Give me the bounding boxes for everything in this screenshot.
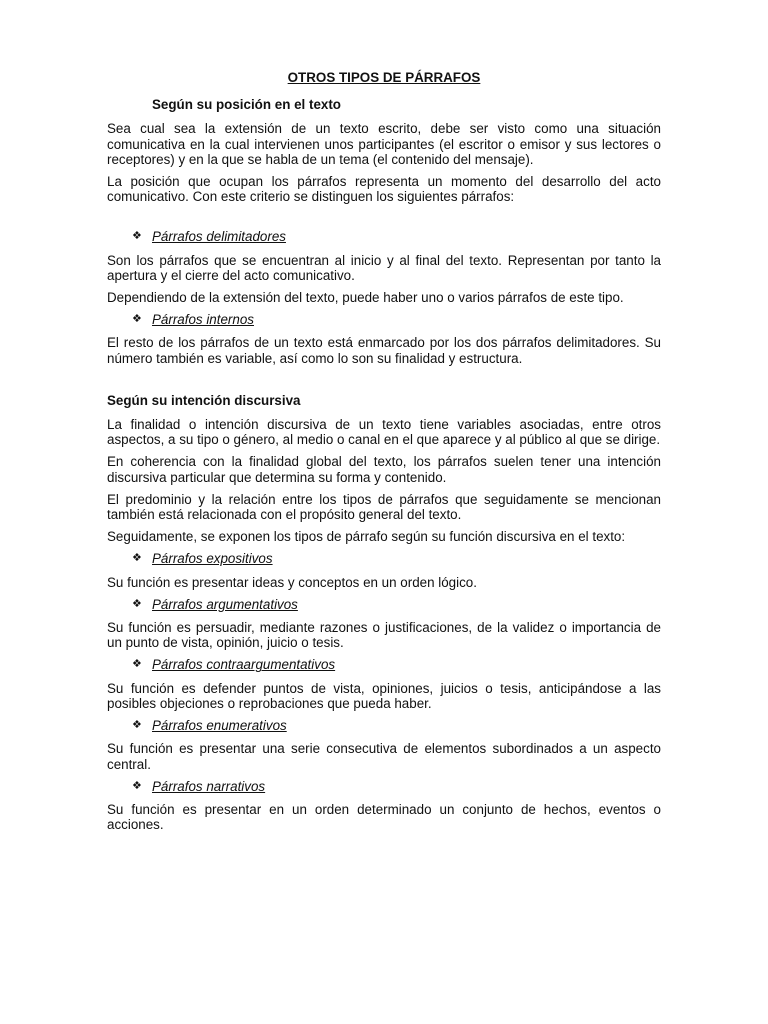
diamond-bullet-icon: ❖	[132, 552, 142, 565]
bullet-label: Párrafos narrativos	[152, 778, 266, 794]
section-heading-position: Según su posición en el texto	[152, 97, 341, 113]
bullet-item	[132, 312, 661, 327]
paragraph: El resto de los párrafos de un texto está enmarcado por los dos párrafos delimitadores. Su número también es variable, así como lo son su finalidad y estructura.	[107, 335, 661, 366]
diamond-bullet-icon: ❖	[132, 230, 142, 243]
paragraph: En coherencia con la finalidad global del texto, los párrafos suelen tener una intención discursiva particular que determina su forma y contenido.	[107, 454, 661, 485]
diamond-bullet-icon: ❖	[132, 719, 142, 732]
paragraph: Su función es presentar una serie consecutiva de elementos subordinados a un aspecto central.	[107, 741, 661, 772]
paragraph: Son los párrafos que se encuentran al inicio y al final del texto. Representan por tanto la apertura y el cierre del acto comunicativo.	[107, 252, 661, 283]
paragraph: Su función es defender puntos de vista, opiniones, juicios o tesis, anticipándose a las posibles objeciones o reprobaciones que pueda haber.	[107, 680, 661, 711]
bullet-label: Párrafos enumerativos	[152, 718, 287, 734]
bullet-label: Párrafos expositivos	[152, 551, 273, 567]
bullet-item	[132, 657, 661, 672]
document-body	[107, 70, 661, 839]
section-heading-intention: Según su intención discursiva	[107, 392, 301, 408]
bullet-label: Párrafos delimitadores	[152, 229, 286, 245]
bullet-item	[132, 551, 661, 566]
paragraph: Su función es presentar en un orden determinado un conjunto de hechos, eventos o acciones.	[107, 801, 661, 833]
paragraph: Su función es persuadir, mediante razones o justificaciones, de la validez o importancia de un punto de vista, opinión, juicio o tesis.	[107, 620, 661, 651]
diamond-bullet-icon: ❖	[132, 658, 142, 671]
bullet-item	[132, 718, 661, 733]
bullet-label: Párrafos contraargumentativos	[152, 657, 336, 673]
paragraph: El predominio y la relación entre los tipos de párrafos que seguidamente se mencionan también está relacionada con el propósito general del texto.	[107, 491, 661, 523]
paragraph: Sea cual sea la extensión de un texto escrito, debe ser visto como una situación comunicativa en la cual intervienen unos participantes (el escritor o emisor y sus lectores o receptores) y en la que se habla de un tema (el contenido del mensaje).	[107, 121, 661, 167]
paragraph: La posición que ocupan los párrafos representa un momento del desarrollo del acto comunicativo. Con este criterio se distinguen los siguientes párrafos:	[107, 174, 661, 205]
bullet-item	[132, 597, 661, 612]
bullet-item	[132, 779, 661, 794]
document-title: OTROS TIPOS DE PÁRRAFOS	[287, 70, 481, 85]
diamond-bullet-icon: ❖	[132, 313, 142, 326]
diamond-bullet-icon: ❖	[132, 779, 142, 792]
bullet-label: Párrafos argumentativos	[152, 596, 298, 612]
paragraph: La finalidad o intención discursiva de un texto tiene variables asociadas, entre otros aspectos, a su tipo o género, al medio o canal en el que aparece y al público al que se dirige.	[107, 417, 661, 448]
bullet-item	[132, 229, 661, 244]
paragraph: Seguidamente, se exponen los tipos de párrafo según su función discursiva en el texto:	[107, 529, 626, 545]
paragraph: Su función es presentar ideas y conceptos en un orden lógico.	[107, 574, 477, 590]
paragraph: Dependiendo de la extensión del texto, puede haber uno o varios párrafos de este tipo.	[107, 290, 624, 306]
bullet-label: Párrafos internos	[152, 312, 254, 328]
diamond-bullet-icon: ❖	[132, 597, 142, 610]
